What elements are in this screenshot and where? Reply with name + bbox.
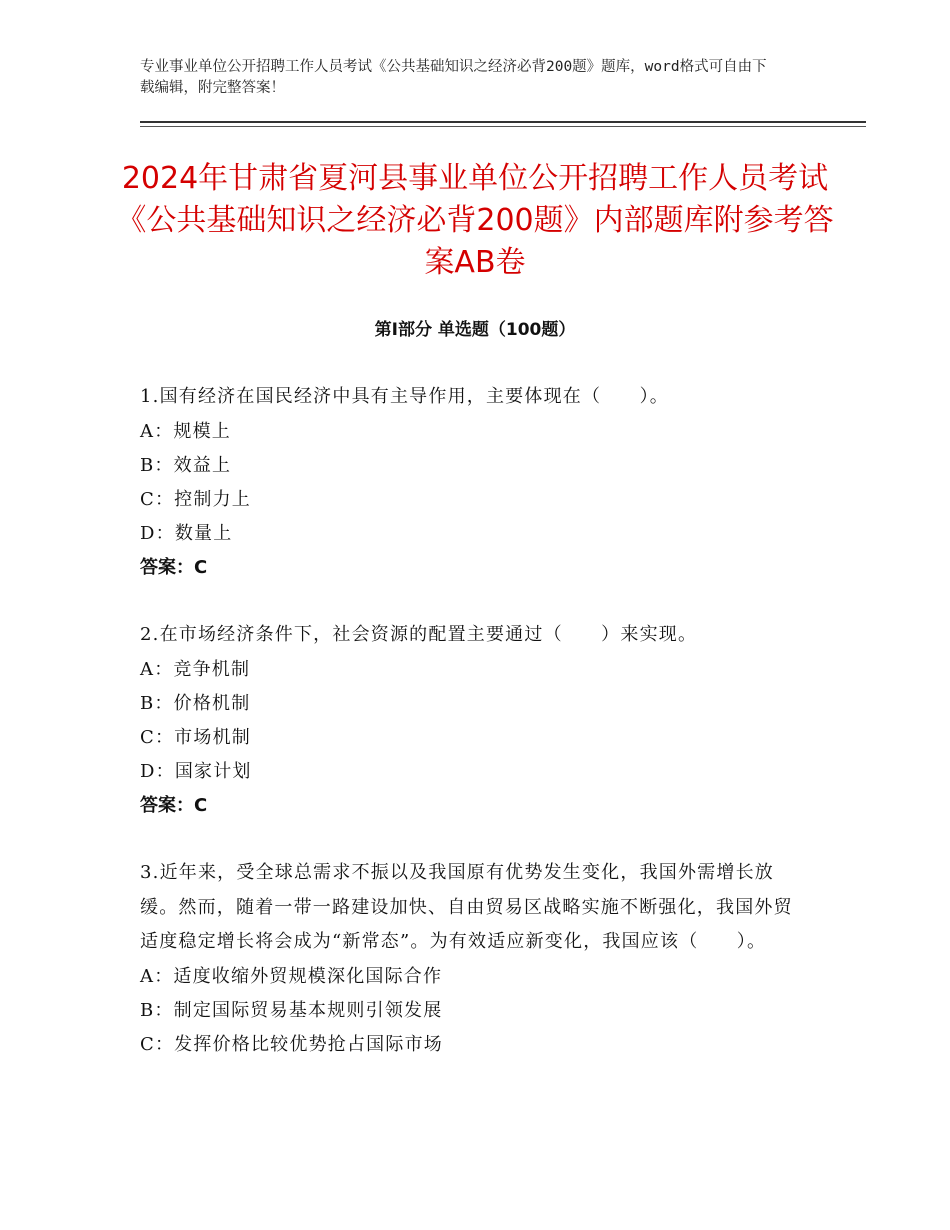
question-stem: 3.近年来，受全球总需求不振以及我国原有优势发生变化，我国外需增长放缓。然而，随着一带一路建设加快、自由贸易区战略实施不断强化，我国外贸适度稳定增长将会成为“新常态”。为有效适应新变化，我国应该（ ）。 xyxy=(140,862,793,952)
question-3 xyxy=(140,856,800,1062)
header-divider-thick xyxy=(140,121,866,123)
document-title: 2024年甘肃省夏河县事业单位公开招聘工作人员考试《公共基础知识之经济必背200题》内部题库附参考答案AB卷 xyxy=(116,161,834,280)
section-heading: 第Ⅰ部分 单选题（100题） xyxy=(374,320,576,340)
question-2 xyxy=(140,618,800,823)
option-d: D：数量上 xyxy=(140,522,233,544)
answer: 答案：C xyxy=(140,556,208,578)
answer: 答案：C xyxy=(140,794,208,816)
document-header: 专业事业单位公开招聘工作人员考试《公共基础知识之经济必背200题》题库，word格式可自由下载编辑，附完整答案！ xyxy=(140,59,767,96)
option-b: B：价格机制 xyxy=(140,692,251,714)
option-c: C：控制力上 xyxy=(140,488,251,510)
question-stem: 2.在市场经济条件下，社会资源的配置主要通过（ ）来实现。 xyxy=(140,624,698,645)
header-divider-thin xyxy=(140,126,866,127)
question-stem: 1.国有经济在国民经济中具有主导作用，主要体现在（ ）。 xyxy=(140,386,669,407)
question-1 xyxy=(140,380,800,585)
option-a: A：适度收缩外贸规模深化国际合作 xyxy=(140,965,443,987)
option-a: A：规模上 xyxy=(140,420,231,442)
option-a: A：竞争机制 xyxy=(140,658,251,680)
option-c: C：市场机制 xyxy=(140,726,251,748)
option-b: B：效益上 xyxy=(140,454,232,476)
option-c: C：发挥价格比较优势抢占国际市场 xyxy=(140,1033,443,1055)
option-d: D：国家计划 xyxy=(140,760,252,782)
option-b: B：制定国际贸易基本规则引领发展 xyxy=(140,999,443,1021)
